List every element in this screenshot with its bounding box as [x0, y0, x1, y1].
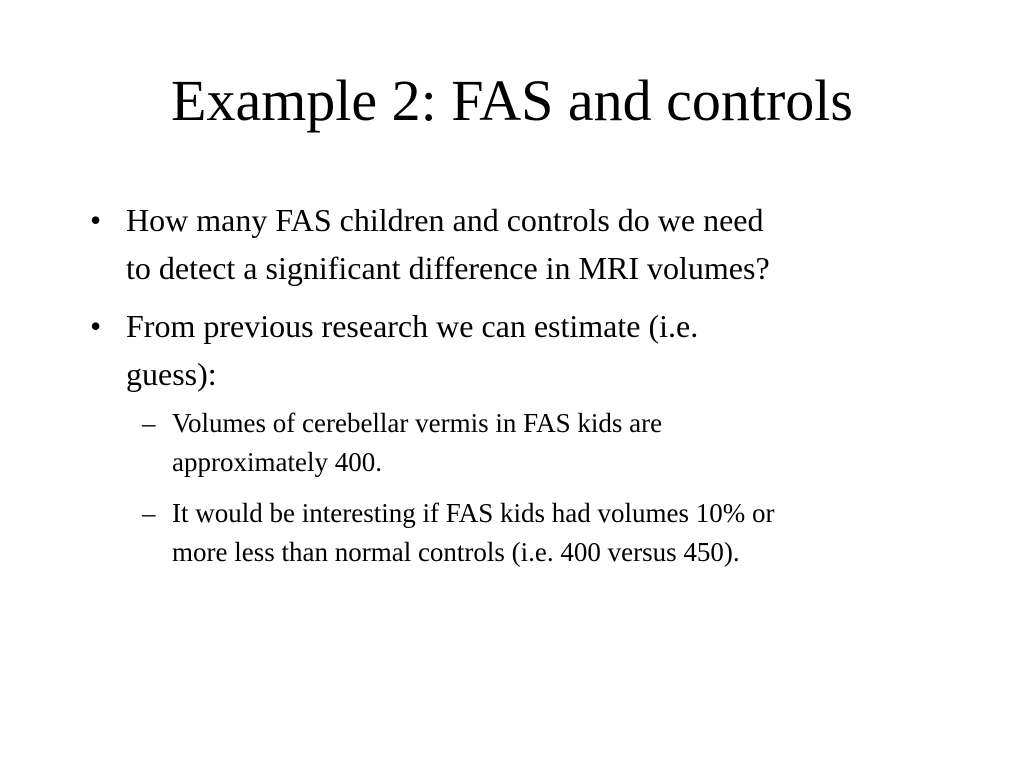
bullet-mark: •	[90, 202, 102, 238]
sub-bullet-line: It would be interesting if FAS kids had volumes 10% or	[172, 498, 775, 528]
bullet-mark: •	[90, 308, 102, 344]
sub-bullet-line: Volumes of cerebellar vermis in FAS kids are	[172, 408, 663, 438]
sub-bullet-text	[172, 404, 972, 482]
bullet-line: How many FAS children and controls do we need	[126, 202, 764, 238]
sub-bullet-mark: –	[142, 408, 156, 438]
bullet-line: guess):	[126, 356, 217, 392]
slide-title: Example 2: FAS and controls	[171, 68, 853, 133]
bullet-text	[126, 302, 946, 398]
bullet-line: From previous research we can estimate (i.e.	[126, 308, 699, 344]
sub-bullet-mark: –	[142, 498, 156, 528]
sub-bullet-line: approximately 400.	[172, 447, 382, 477]
bullet-text	[126, 196, 946, 292]
sub-bullet-line: more less than normal controls (i.e. 400 versus 450).	[172, 537, 740, 567]
bullet-line: to detect a significant difference in MRI volumes?	[126, 250, 770, 286]
sub-bullet-text	[172, 494, 972, 572]
